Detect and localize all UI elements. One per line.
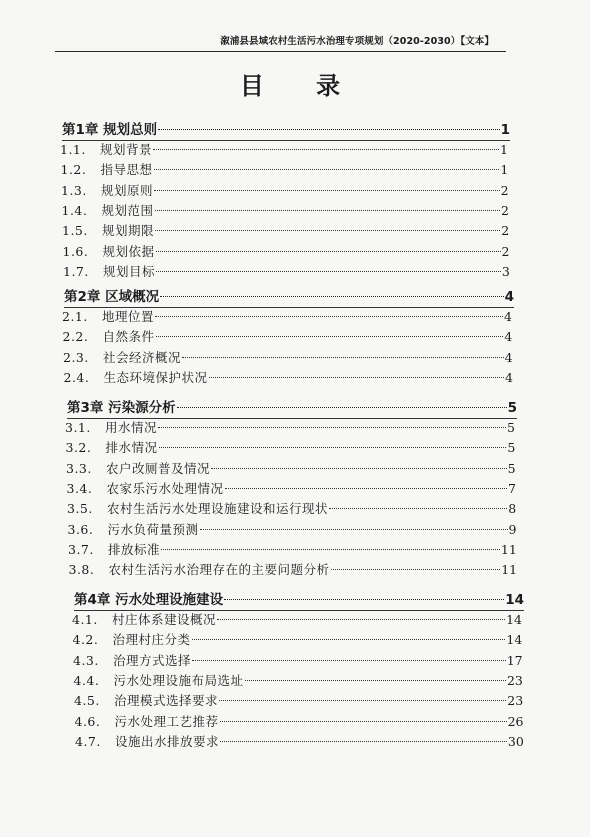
toc-section-entry[interactable] (75, 732, 524, 752)
section-title: 农家乐污水处理情况 (106, 480, 224, 496)
section-page-number: 8 (508, 501, 517, 517)
section-label (61, 160, 153, 178)
section-title: 地理位置 (102, 309, 155, 324)
section-page-number: 2 (501, 243, 510, 259)
section-page-number: 5 (507, 460, 516, 476)
toc-chapter-entry[interactable] (62, 118, 510, 138)
section-title: 规划目标 (103, 263, 156, 279)
dot-leader (156, 271, 501, 272)
chapter-title: 第2章 区域概况 (64, 289, 160, 305)
section-title: 农户改厕普及情况 (106, 460, 211, 476)
dot-leader (211, 468, 507, 469)
dot-leader (182, 357, 504, 358)
section-number: 3.8. (68, 562, 95, 578)
section-label (66, 459, 210, 477)
section-label (73, 651, 191, 669)
toc-section-entry[interactable] (61, 181, 509, 201)
dot-leader (225, 488, 507, 489)
toc-section-entry[interactable] (62, 221, 509, 241)
section-label (60, 140, 152, 158)
section-label (66, 438, 158, 456)
section-title: 指导思想 (100, 162, 153, 178)
dot-leader (158, 129, 500, 130)
dot-leader (159, 447, 507, 448)
chapter-page-number: 5 (507, 400, 517, 416)
section-number: 3.3. (66, 460, 92, 476)
section-number: 2.1. (62, 309, 88, 324)
section-title: 社会经济概况 (103, 349, 182, 365)
section-label (67, 479, 224, 497)
section-number: 4.7. (75, 733, 101, 749)
section-page-number: 11 (501, 562, 518, 578)
toc-chapter-entry[interactable] (67, 396, 517, 416)
section-label (62, 201, 154, 219)
section-label (65, 418, 157, 436)
section-page-number: 3 (501, 263, 510, 279)
dot-leader (160, 296, 504, 297)
chapter-title: 第4章 污水处理设施建设 (74, 592, 224, 608)
page-title: 目 录 (239, 71, 363, 100)
section-number: 1.1. (60, 142, 86, 157)
dot-leader (156, 251, 501, 252)
section-page-number: 11 (500, 541, 517, 557)
section-number: 1.7. (63, 263, 89, 279)
section-title: 治理村庄分类 (112, 632, 191, 648)
section-label (67, 499, 328, 517)
toc-section-entry[interactable] (63, 327, 513, 347)
section-label (68, 520, 199, 538)
section-title: 排放标准 (108, 541, 161, 557)
dot-leader (331, 569, 501, 570)
toc-chapter-entry[interactable] (74, 588, 524, 608)
section-page-number: 14 (506, 612, 522, 627)
chapter-title: 第3章 污染源分析 (67, 400, 176, 416)
dot-leader (155, 230, 500, 231)
section-label (74, 691, 218, 709)
section-number: 3.6. (67, 521, 94, 537)
section-title: 污水负荷量预测 (107, 521, 199, 537)
toc-section-entry[interactable] (68, 520, 517, 540)
dot-leader (156, 336, 504, 337)
dot-leader (155, 210, 500, 211)
section-label (63, 327, 155, 345)
toc-section-entry[interactable] (63, 262, 510, 282)
section-page-number: 17 (506, 652, 523, 668)
section-title: 规划背景 (100, 142, 153, 157)
section-label (61, 181, 153, 199)
section-page-number: 4 (504, 309, 512, 324)
section-number: 1.2. (60, 162, 87, 178)
section-number: 4.2. (72, 632, 99, 648)
section-number: 4.4. (73, 672, 100, 688)
section-title: 治理方式选择 (113, 652, 192, 668)
section-title: 治理模式选择要求 (114, 693, 219, 709)
dot-leader (158, 427, 506, 428)
toc-section-entry[interactable] (65, 418, 515, 438)
section-label (64, 368, 208, 386)
dot-leader (177, 407, 507, 408)
dot-leader (329, 508, 507, 509)
section-number: 2.4. (63, 369, 90, 385)
section-label (62, 221, 154, 239)
section-page-number: 26 (507, 713, 524, 729)
section-number: 4.5. (74, 693, 100, 709)
section-label (69, 560, 330, 578)
section-label (74, 671, 244, 689)
toc-section-entry[interactable] (60, 140, 508, 160)
section-page-number: 30 (507, 733, 524, 749)
section-number: 4.1. (72, 612, 98, 627)
chapter-title: 第1章 规划总则 (62, 122, 158, 138)
section-page-number: 14 (506, 632, 523, 648)
section-title: 规划依据 (102, 243, 155, 259)
toc-section-entry[interactable] (64, 368, 513, 388)
toc-section-entry[interactable] (62, 201, 509, 221)
section-page-number: 4 (504, 349, 513, 365)
section-page-number: 2 (500, 202, 509, 218)
section-label (63, 348, 181, 366)
toc-section-entry[interactable] (74, 691, 523, 711)
chapter-page-number: 1 (500, 122, 510, 138)
dot-leader (209, 377, 504, 378)
section-page-number: 5 (507, 440, 516, 456)
section-title: 村庄体系建设概况 (112, 612, 217, 627)
section-title: 污水处理设施布局选址 (113, 672, 244, 688)
toc-chapter-entry[interactable] (64, 285, 514, 305)
section-number: 1.6. (62, 243, 89, 259)
section-title: 污水处理工艺推荐 (114, 713, 219, 729)
dot-leader (217, 619, 505, 620)
section-page-number: 5 (507, 420, 515, 435)
section-number: 2.2. (62, 329, 89, 345)
toc-section-entry[interactable] (73, 651, 523, 671)
toc-section-entry[interactable] (75, 712, 524, 732)
section-title: 自然条件 (102, 329, 155, 345)
toc-section-entry[interactable] (72, 610, 522, 630)
header-doc-title: 溆浦县县域农村生活污水治理专项规划（2020-2030） (220, 36, 461, 47)
section-page-number: 1 (500, 142, 508, 157)
section-label (63, 242, 155, 260)
dot-leader (219, 700, 506, 701)
section-number: 3.4. (66, 480, 93, 496)
toc-section-entry[interactable] (74, 671, 523, 691)
section-number: 4.6. (74, 713, 101, 729)
dot-leader (200, 529, 508, 530)
dot-leader (192, 660, 506, 661)
section-page-number: 7 (507, 480, 516, 496)
dot-leader (153, 149, 499, 150)
dot-leader (192, 639, 506, 640)
section-page-number: 2 (501, 223, 510, 239)
toc-section-entry[interactable] (62, 307, 512, 327)
section-page-number: 4 (504, 329, 513, 345)
section-number: 1.5. (62, 223, 88, 239)
toc-section-entry[interactable] (73, 630, 523, 650)
section-label (72, 610, 216, 628)
dot-leader (155, 316, 503, 317)
section-label (63, 262, 155, 280)
section-title: 规划范围 (101, 202, 154, 218)
section-page-number: 4 (504, 369, 513, 385)
toc-section-entry[interactable] (67, 499, 516, 519)
section-page-number: 23 (507, 693, 524, 709)
section-page-number: 1 (500, 162, 509, 178)
dot-leader (220, 741, 507, 742)
section-label (73, 630, 191, 648)
section-label (62, 307, 154, 325)
section-title: 排水情况 (105, 440, 158, 456)
section-title: 用水情况 (105, 420, 158, 435)
toc-section-entry[interactable] (67, 479, 516, 499)
section-page-number: 9 (508, 521, 517, 537)
toc-section-entry[interactable] (66, 438, 516, 458)
dot-leader (220, 721, 507, 722)
section-number: 3.1. (65, 420, 91, 435)
chapter-page-number: 14 (505, 592, 524, 608)
toc-section-entry[interactable] (63, 242, 510, 262)
header-doc-tag: 【文本】 (460, 36, 494, 47)
section-title: 规划原则 (101, 182, 154, 198)
section-number: 3.5. (67, 501, 93, 517)
toc-section-entry[interactable] (68, 540, 517, 560)
section-label (68, 540, 160, 558)
section-title: 设施出水排放要求 (115, 733, 220, 749)
section-number: 1.4. (61, 202, 88, 218)
dot-leader (161, 549, 500, 550)
section-page-number: 23 (506, 672, 523, 688)
dot-leader (154, 169, 500, 170)
toc-section-entry[interactable] (66, 459, 516, 479)
dot-leader (154, 190, 500, 191)
chapter-page-number: 4 (504, 289, 514, 305)
section-number: 1.3. (61, 182, 87, 198)
section-title: 农村生活污水处理设施建设和运行现状 (107, 501, 329, 517)
toc-section-entry[interactable] (69, 560, 518, 580)
section-page-number: 2 (500, 182, 509, 198)
section-title: 生态环境保护状况 (103, 369, 208, 385)
section-number: 4.3. (73, 652, 99, 668)
section-label (75, 732, 219, 750)
dot-leader (224, 599, 504, 600)
section-number: 3.7. (68, 541, 94, 557)
section-label (75, 712, 219, 730)
section-number: 3.2. (65, 440, 92, 456)
section-title: 规划期限 (102, 223, 155, 239)
toc-section-entry[interactable] (63, 348, 513, 368)
dot-leader (245, 680, 506, 681)
section-title: 农村生活污水治理存在的主要问题分析 (108, 562, 330, 578)
toc-section-entry[interactable] (61, 160, 509, 180)
section-number: 2.3. (63, 349, 89, 365)
